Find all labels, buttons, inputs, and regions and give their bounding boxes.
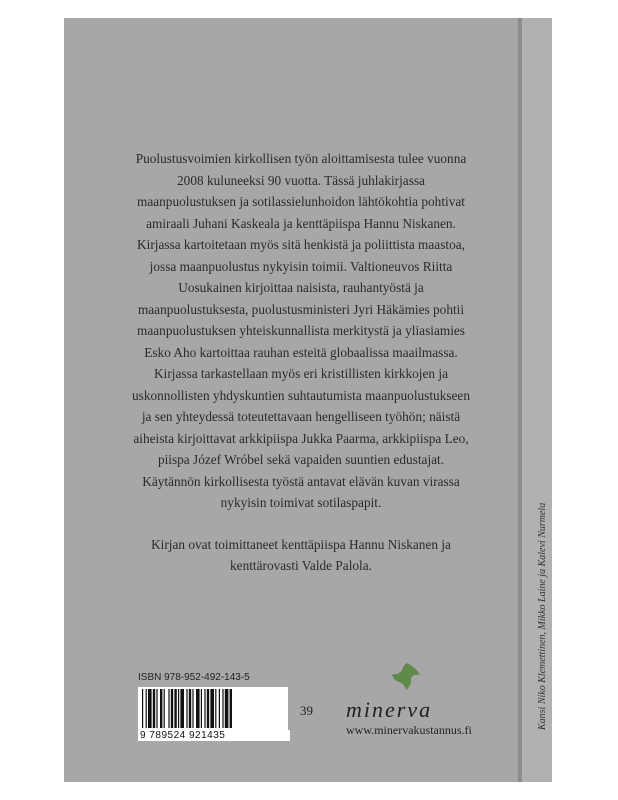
barcode-bar xyxy=(207,689,209,728)
barcode-bar xyxy=(146,689,147,728)
barcode-digits: 9 789524 921435 xyxy=(138,730,290,741)
bird-icon xyxy=(390,660,424,694)
cover-credit: Kansi Niko Klemettinen, Mikko Laine ja Kalevi Nurmela xyxy=(537,502,548,730)
blurb-paragraph: Puolustusvoimien kirkollisen työn aloittamisesta tulee vuonna 2008 kuluneeksi 90 vuotta. Tässä juhlakirjassa maanpuolustuksen ja sotilassielunhoidon lähtökohtia pohtivat amiraali Juhani Kaskeala ja kenttäpiispa Hannu Niskanen. Kirjassa kartoitetaan myös sitä henkistä ja poliittista maastoa, jossa maanpuolustus nykyisin toimii. Valtioneuvos Riitta Uosukainen kirjoittaa naisista, rauhantyöstä ja maanpuolustuksesta, puolustusministeri Jyri Häkämies pohtii maanpuolustuksen yhteiskunnallista merkitystä ja yliasiamies Esko Aho kartoittaa rauhan esteitä globaalissa maailmassa. Kirjassa tarkastellaan myös eri kristillisten kirkkojen ja uskonnollisten yhdyskuntien suhtautumista maanpuolustukseen ja sen yhteydessä toteutettavaan hengelliseen työhön; näistä aiheista kirjoittavat arkkipiispa Jukka Paarma, arkkipiispa Leo, piispa Józef Wróbel sekä vapaiden suuntien edustajat. Käytännön kirkollisesta työstä antavat elävän kuvan virassa nykyisin toimivat sotilaspapit. xyxy=(132,151,470,510)
barcode-bar xyxy=(148,689,152,728)
barcode-bar xyxy=(156,689,157,728)
barcode-bar xyxy=(201,689,202,728)
isbn-label: ISBN 978-952-492-143-5 xyxy=(138,672,250,683)
barcode-bar xyxy=(225,689,229,728)
barcode-bar xyxy=(164,689,165,728)
barcode-bar xyxy=(215,689,216,728)
barcode-bar xyxy=(192,689,193,728)
barcode-bar xyxy=(168,689,169,728)
barcode-bar xyxy=(219,689,220,728)
blurb-paragraph: Kirjan ovat toimittaneet kenttäpiispa Hannu Niskanen ja kenttärovasti Valde Palola. xyxy=(151,536,451,573)
barcode-bar xyxy=(230,689,232,728)
barcode-bar xyxy=(178,689,179,728)
barcode-bar xyxy=(174,689,176,728)
publisher-website: www.minervakustannus.fi xyxy=(346,723,472,737)
barcode xyxy=(138,687,288,730)
barcode-bar xyxy=(171,689,173,728)
barcode-bar xyxy=(153,689,155,728)
barcode-bar xyxy=(204,689,205,728)
barcode-bar xyxy=(160,689,162,728)
publisher-name: minerva xyxy=(346,697,433,722)
barcode-bar xyxy=(189,689,191,728)
blurb xyxy=(128,148,474,597)
barcode-bar xyxy=(210,689,214,728)
barcode-bar xyxy=(196,689,200,728)
barcode-bar xyxy=(186,689,187,728)
price-code: 39 xyxy=(300,703,313,718)
barcode-bar xyxy=(222,689,223,728)
barcode-bar xyxy=(180,689,184,728)
barcode-bar xyxy=(142,689,143,728)
